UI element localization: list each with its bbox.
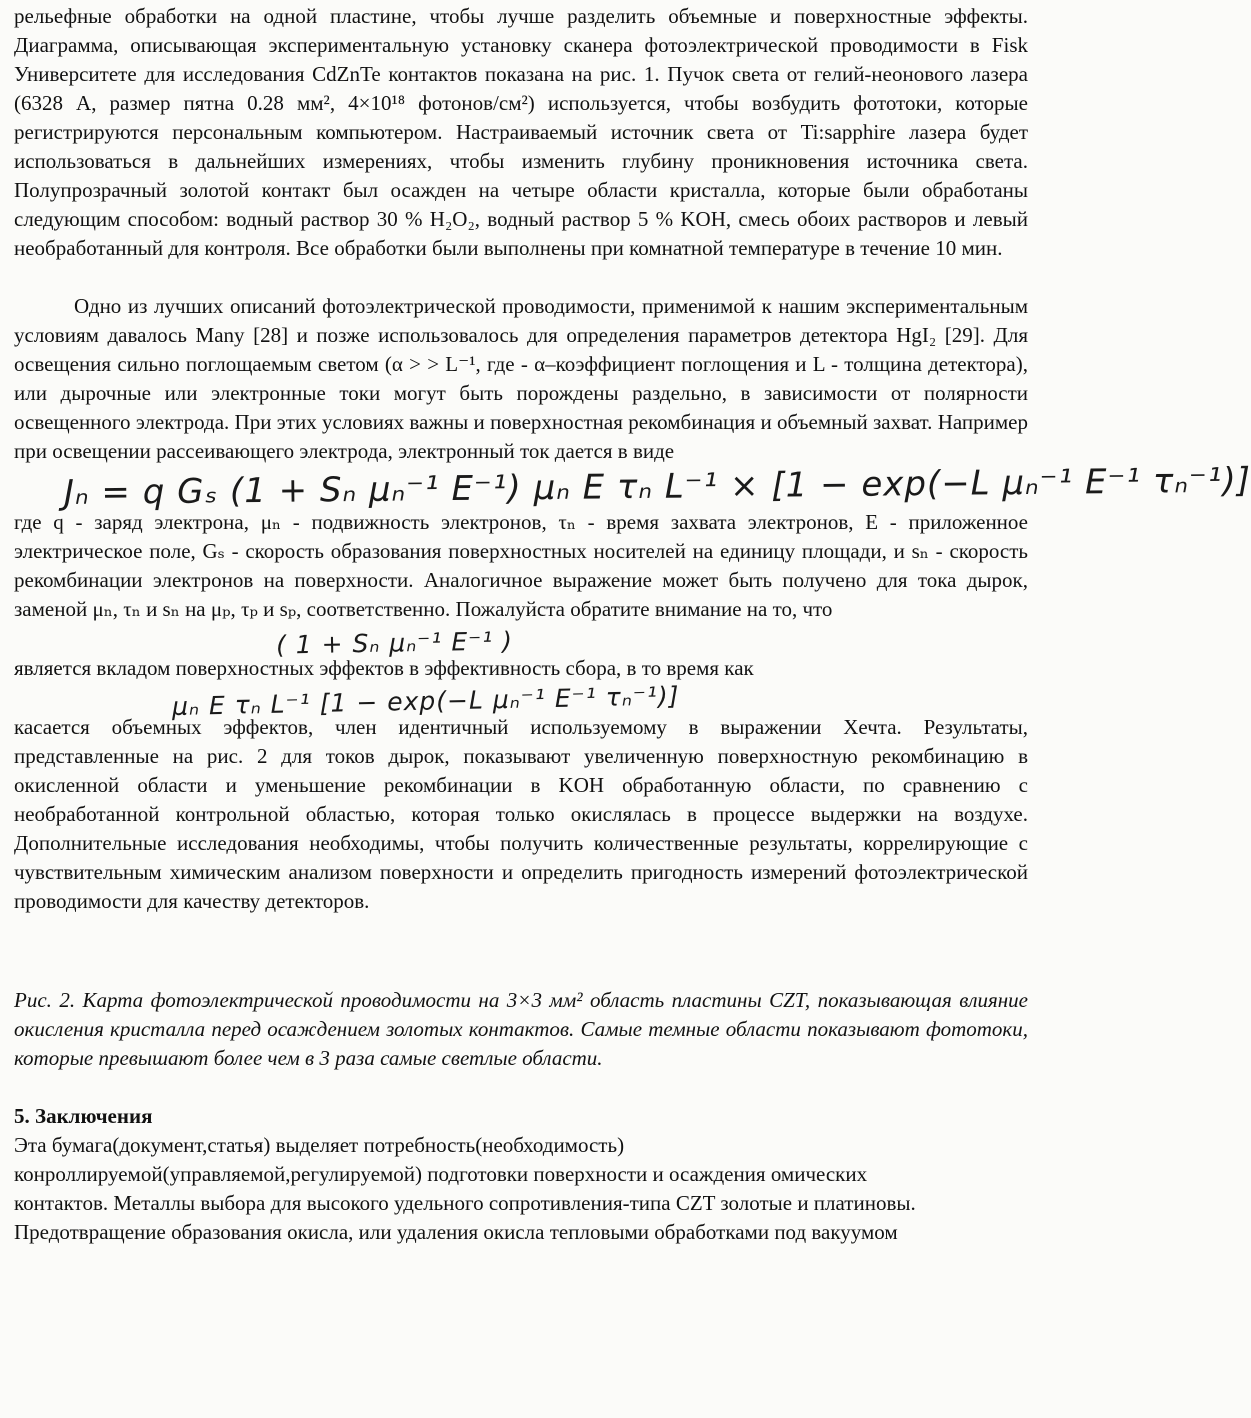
conclusion-line: конроллируемой(управляемой,регулируемой) подготовки поверхности и осаждения омических (14, 1162, 868, 1186)
paragraph-setup: рельефные обработки на одной пластине, чтобы лучше разделить объемные и поверхностные эффекты. Диаграмма, описывающая экспериментальную установку сканера фотоэлектрической проводимости в Fisk Университете для исследования CdZnTe контактов показана на рис. 1. Пучок света от гелий-неонового лазера (6328 A, размер пятна 0.28 мм², 4×10¹⁸ фотонов/см²) используется, чтобы возбудить фототоки, которые регистрируются персональным компьютером. Настраиваемый источник света от Ti:sapphire лазера будет использоваться в дальнейших измерениях, чтобы изменить глубину проникновения источника света. Полупрозрачный золотой контакт был осажден на четыре области кристалла, которые были обработаны следующим способом: водный раствор 30 % H₂O₂, водный раствор 5 % KOH, смесь обоих растворов и левый необработанный для контроля. Все обработки были выполнены при комнатной температуре в течение 10 мин. (14, 4, 1028, 260)
conclusion-line: Эта бумага(документ,статья) выделяет потребность(необходимость) (14, 1133, 625, 1157)
section-heading-conclusions: 5. Заключения (14, 1104, 153, 1128)
line-surface-effects: является вкладом поверхностных эффектов в эффективность сбора, в то время как (14, 656, 754, 680)
paragraph-results: касается объемных эффектов, член идентичный используемому в выражении Хечта. Результаты, представленные на рис. 2 для токов дырок, показывают увеличенную поверхностную рекомбинацию в окисленной области и уменьшение рекомбинации в KOH обработанную области, по сравнению с необработанной контрольной областью, которая только окислялась в процессе выдержки на воздухе. Дополнительные исследования необходимы, чтобы получить количественные результаты, коррелирующие с чувствительным химическим анализом поверхности и определить пригодность измерений фотоэлектрической проводимости для качеству детекторов. (14, 715, 1028, 913)
section-gap (14, 1073, 1028, 1102)
document-page (14, 2, 1251, 1247)
conclusion-line: контактов. Металлы выбора для высокого удельного сопротивления-типа CZT золотые и платиновы. (14, 1191, 916, 1215)
conclusion-line: Предотвращение образования окисла, или удаления окисла тепловыми обработками под вакуумом (14, 1220, 898, 1244)
paragraph-gap (14, 263, 1028, 292)
figure-caption: Рис. 2. Карта фотоэлектрической проводимости на 3×3 мм² область пластины CZT, показывающая влияние окисления кристалла перед осаждением золотых контактов. Самые темные области показывают фототоки, которые превышают более чем в 3 раза самые светлые области. (14, 988, 1028, 1070)
handwritten-formula-bulk-term: μₙ E τₙ L⁻¹ [1 − exp(−L μₙ⁻¹ E⁻¹ τₙ⁻¹)] (171, 681, 680, 721)
figure-gap (14, 916, 1028, 986)
handwritten-formula-electron-current: Jₙ = q Gₛ (1 + Sₙ μₙ⁻¹ E⁻¹) μₙ E τₙ L⁻¹ × [1 − exp(−L μₙ⁻¹ E⁻¹ τₙ⁻¹)] (63, 460, 1251, 514)
paragraph-variable-definitions: где q - заряд электрона, μₙ - подвижность электронов, τₙ - время захвата электронов, E - приложенное электрическое поле, Gₛ - скорость образования поверхностных носителей на единицу площади, и sₙ - скорость рекомбинации электронов на поверхности. Аналогичное выражение может быть получено для тока дырок, заменой μₙ, τₙ и sₙ на μₚ, τₚ и sₚ, соответственно. Пожалуйста обратите внимание на то, что (14, 510, 1028, 621)
paragraph-photoconductivity-theory: Одно из лучших описаний фотоэлектрической проводимости, применимой к нашим экспериментальным условиям давалось Many [28] и позже использовалось для определения параметров детектора HgI₂ [29]. Для освещения сильно поглощаемым светом (α > > L⁻¹, где - α–коэффициент поглощения и L - толщина детектора), или дырочные или электронные токи могут быть порождены раздельно, в зависимости от полярности освещенного электрода. При этих условиях важны и поверхностная рекомбинация и объемный захват. Например при освещении рассеивающего электрода, электронный ток дается в виде (14, 294, 1028, 463)
handwritten-formula-surface-term: ( 1 + Sₙ μₙ⁻¹ E⁻¹ ) (275, 626, 514, 660)
